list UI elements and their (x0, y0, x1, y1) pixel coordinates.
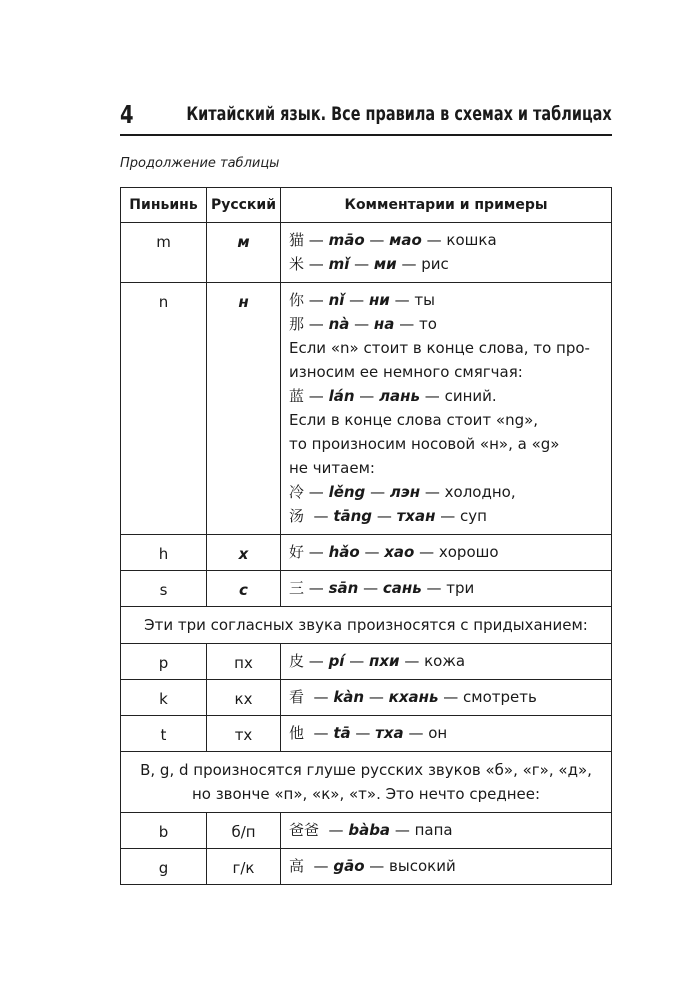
example-meaning: хорошо (438, 543, 499, 561)
example-line: 汤 — tāng — тхан — суп (289, 507, 487, 525)
example-line: 冷 — lěng — лэн — холодно, (289, 483, 516, 501)
note-letter: n (340, 339, 350, 357)
russian-cell: н (207, 283, 281, 535)
example-line: 你 — nǐ — ни — ты (289, 291, 435, 309)
example-meaning: синий. (444, 387, 497, 405)
example-pinyin: gāo (333, 857, 365, 875)
note-text: Если « (289, 339, 341, 357)
pinyin-cell: m (121, 223, 207, 283)
example-line: 看 — kàn — кхань — смотреть (289, 688, 537, 706)
hanzi: 蓝 (289, 387, 305, 405)
example-meaning: он (428, 724, 448, 742)
example-translit: хао (384, 543, 415, 561)
example-meaning: смотреть (463, 688, 537, 706)
voiced-note-line: но звонче «п», «к», «т». Это нечто среднее: (191, 785, 541, 803)
example-meaning: холодно, (444, 483, 516, 501)
hanzi: 三 (289, 579, 305, 597)
hanzi: 你 (289, 291, 305, 309)
russian-cell: х (207, 535, 281, 571)
example-translit: ни (368, 291, 390, 309)
example-pinyin: hǎo (328, 543, 360, 561)
pinyin-cell: h (121, 535, 207, 571)
hanzi: 那 (289, 315, 305, 333)
hanzi: 汤 (289, 507, 305, 525)
example-translit: пхи (369, 652, 400, 670)
example-line: 爸爸 — bàba — папа (289, 821, 453, 839)
example-translit: лэн (389, 483, 421, 501)
table-row (121, 283, 612, 535)
pinyin-cell: k (121, 680, 207, 716)
pinyin-cell: n (121, 283, 207, 535)
note-text: » стоит в конце слова, то про- (349, 339, 590, 357)
hanzi: 爸爸 (289, 821, 320, 839)
page-header (120, 100, 612, 136)
hanzi: 猫 (289, 231, 305, 249)
rule-note (289, 408, 605, 432)
hanzi: 米 (289, 255, 305, 273)
example-pinyin: lán (328, 387, 355, 405)
table-row (121, 813, 612, 849)
voiced-note (121, 752, 612, 813)
column-header-pinyin: Пиньинь (121, 188, 207, 223)
example-pinyin: pí (328, 652, 345, 670)
russian-cell: кх (207, 680, 281, 716)
russian-cell: м (207, 223, 281, 283)
example-meaning: рис (421, 255, 449, 273)
example-translit: тха (375, 724, 404, 742)
example-pinyin: sān (328, 579, 359, 597)
note-letter: ng (505, 411, 525, 429)
example-meaning: то (418, 315, 437, 333)
example-translit: мао (389, 231, 422, 249)
table-row (121, 644, 612, 680)
example-pinyin: nà (328, 315, 350, 333)
rule-note (289, 336, 605, 360)
pinyin-cell: s (121, 571, 207, 607)
hanzi: 冷 (289, 483, 305, 501)
example-line: 三 — sān — сань — три (289, 579, 475, 597)
example-meaning: кошка (446, 231, 497, 249)
example-pinyin: nǐ (328, 291, 345, 309)
example-pinyin: tā (333, 724, 351, 742)
rule-note: износим ее немного смягчая: (289, 363, 523, 381)
rule-note: не читаем: (289, 459, 375, 477)
comment-cell (281, 716, 612, 752)
book-title: Китайский язык. Все правила в схемах и таблицах (186, 103, 612, 125)
table-row (121, 607, 612, 644)
table-row (121, 535, 612, 571)
rule-note (289, 432, 605, 456)
russian-cell: пх (207, 644, 281, 680)
comment-cell (281, 283, 612, 535)
hanzi: 高 (289, 857, 305, 875)
hanzi: 他 (289, 724, 305, 742)
hanzi: 看 (289, 688, 305, 706)
note-text: » (550, 435, 560, 453)
consonants-table (120, 187, 612, 885)
example-line: 蓝 — lán — лань — синий. (289, 387, 497, 405)
russian-cell: с (207, 571, 281, 607)
example-pinyin: mǐ (328, 255, 350, 273)
comment-cell (281, 849, 612, 885)
example-translit: лань (379, 387, 421, 405)
russian-cell: тх (207, 716, 281, 752)
example-pinyin: lěng (328, 483, 366, 501)
table-header-row (121, 188, 612, 223)
comment-cell (281, 223, 612, 283)
example-meaning: высокий (389, 857, 456, 875)
table-row (121, 716, 612, 752)
comment-cell (281, 571, 612, 607)
example-line: 猫 — māo — мао — кошка (289, 231, 497, 249)
hanzi: 皮 (289, 652, 305, 670)
example-translit: тхан (396, 507, 436, 525)
comment-cell (281, 644, 612, 680)
example-line: 他 — tā — тха — он (289, 724, 448, 742)
aspirated-note: Эти три согласных звука произносятся с придыханием: (121, 607, 612, 644)
example-translit: на (373, 315, 395, 333)
example-meaning: кожа (424, 652, 466, 670)
comment-cell (281, 813, 612, 849)
note-text: », (524, 411, 539, 429)
column-header-comments: Комментарии и примеры (281, 188, 612, 223)
table-row (121, 849, 612, 885)
example-pinyin: tāng (333, 507, 373, 525)
table-row (121, 752, 612, 813)
example-meaning: три (446, 579, 475, 597)
comment-cell (281, 535, 612, 571)
example-translit: сань (382, 579, 422, 597)
hanzi: 好 (289, 543, 305, 561)
example-line: 米 — mǐ — ми — рис (289, 255, 449, 273)
column-header-russian: Русский (207, 188, 281, 223)
example-translit: кхань (388, 688, 439, 706)
table-row (121, 223, 612, 283)
pinyin-cell: p (121, 644, 207, 680)
note-text: то произносим носовой «н», а « (289, 435, 541, 453)
comment-cell (281, 680, 612, 716)
example-translit: ми (373, 255, 397, 273)
example-meaning: папа (414, 821, 453, 839)
pinyin-cell: b (121, 813, 207, 849)
russian-cell: г/к (207, 849, 281, 885)
table-row (121, 571, 612, 607)
pinyin-cell: t (121, 716, 207, 752)
example-line: 好 — hǎo — хао — хорошо (289, 543, 499, 561)
page-number: 4 (120, 100, 134, 129)
table-row (121, 680, 612, 716)
pinyin-cell: g (121, 849, 207, 885)
note-text: Если в конце слова стоит « (289, 411, 506, 429)
example-line: 高 — gāo — высокий (289, 857, 456, 875)
example-line: 皮 — pí — пхи — кожа (289, 652, 466, 670)
voiced-note-line: B, g, d произносятся глуше русских звуков «б», «г», «д», (140, 761, 592, 779)
example-meaning: суп (460, 507, 487, 525)
example-pinyin: bàba (348, 821, 391, 839)
example-line: 那 — nà — на — то (289, 315, 437, 333)
note-letter: g (540, 435, 551, 453)
example-meaning: ты (414, 291, 435, 309)
example-pinyin: māo (328, 231, 365, 249)
example-pinyin: kàn (333, 688, 365, 706)
continuation-label: Продолжение таблицы (120, 156, 280, 171)
russian-cell: б/п (207, 813, 281, 849)
